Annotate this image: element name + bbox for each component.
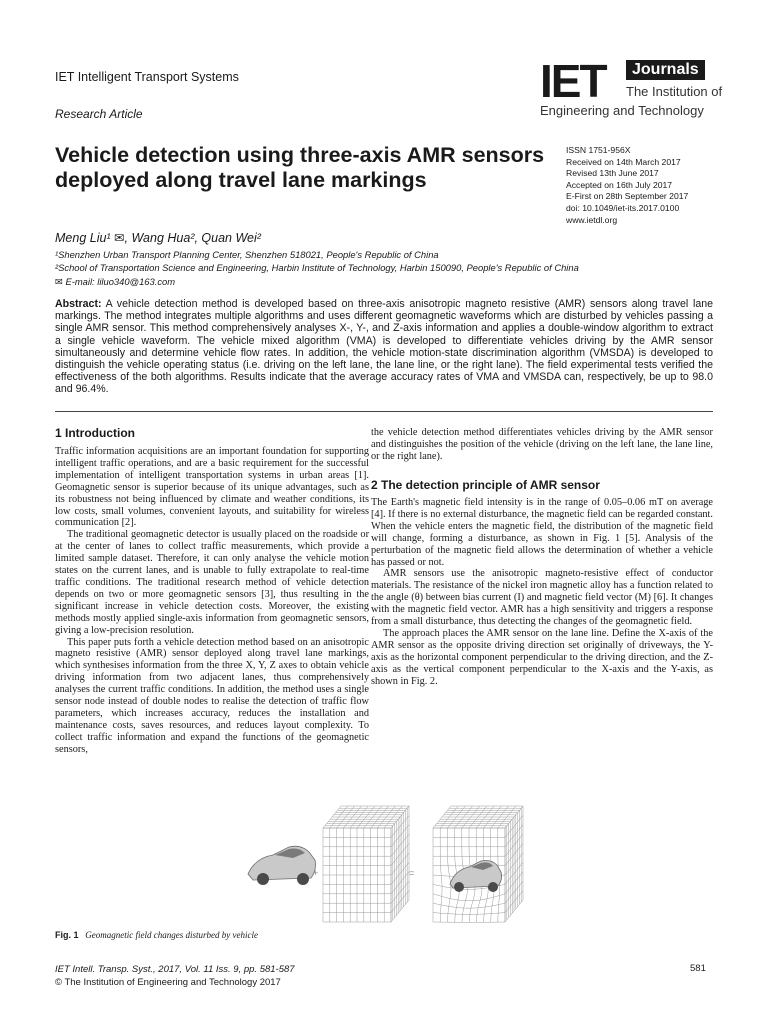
- right-column-continued-text: [371, 427, 713, 463]
- paragraph: the vehicle detection method differentiates vehicles driving by the AMR sensor and distinguishes the position of the vehicle (driving on the left lane, the lane line, or the right lane).: [371, 427, 713, 462]
- author-list: Meng Liu¹ ✉, Wang Hua², Quan Wei²: [55, 231, 261, 245]
- received-date: Received on 14th March 2017: [566, 156, 681, 167]
- efirst-date: E-First on 28th September 2017: [566, 191, 689, 202]
- paragraph: AMR sensors use the anisotropic magneto-resistive effect of conductor materials. The resistance of the nickel iron magnetic alloy has a function related to the angle (θ) between bias current (I) and magnetic field vector (M) [6]. It changes with the magnetic field vector. AMR has a high sensitivity and triggers a response from a small disturbance, thus detecting the changes of the geomagnetic field.: [371, 568, 713, 628]
- right-column-text: [371, 497, 713, 688]
- paragraph: This paper puts forth a vehicle detection method based on an anisotropic magneto resistive (AMR) sensor deployed along travel lane markings, which synthesises information from the three X, Y, Z axes to obtain vehicle driving information from two adjacent lanes, thus comprehensively analyses the current traffic conditions. In addition, the method uses a single sensor node instead of double nodes to realise the detection of traffic flow parameters, which increases accuracy, reduces the installation and maintenance costs, saves resources, and reduces layout complexity. To collect traffic information and expand the functions of the geomagnetic sensors,: [55, 636, 369, 755]
- corresponding-email[interactable]: ✉ E-mail: liluo340@163.com: [55, 276, 176, 287]
- citation: [55, 963, 295, 976]
- car-in-field: [450, 861, 502, 893]
- paper-title: Vehicle detection using three-axis AMR sensors deployed along travel lane markings: [55, 143, 545, 192]
- copyright: © The Institution of Engineering and Technology 2017: [55, 977, 281, 988]
- article-metadata: [566, 145, 746, 226]
- left-column-text: [55, 446, 369, 756]
- logo-institution-line2: Engineering and Technology: [540, 103, 704, 118]
- publisher-logo: [540, 55, 723, 128]
- figure-label: Fig. 1: [55, 930, 79, 940]
- website-link[interactable]: www.ietdl.org: [566, 214, 618, 225]
- logo-institution-line1: The Institution of: [626, 84, 723, 99]
- section-heading-introduction: 1 Introduction: [55, 426, 135, 440]
- paragraph: Traffic information acquisitions are an important foundation for supporting intelligent traffic operations, and are a basic requirement for the successful implementation of intelligent transportation systems in urban areas [1]. Geomagnetic sensor is superior because of its unique advantages, such as its robustness not being influenced by climate and weather conditions, its low costs, small volumes, convenient layouts, and suitability for wireless communication [2].: [55, 446, 369, 529]
- journal-name: IET Intelligent Transport Systems: [55, 70, 239, 84]
- citation-text: IET Intell. Transp. Syst., 2017, Vol. 11 Iss. 9, pp. 581-587: [55, 964, 295, 975]
- abstract-text: A vehicle detection method is developed based on three-axis anisotropic magneto resistive (AMR) sensors along travel lane markings. The method integrates multiple algorithms and uses different geomagnetic waveforms which are disturbed by vehicles passing a single AMR sensor. This method comprehensively analyses X-, Y-, and Z-axis information and applies a double-window algorithm to extract a single vehicle waveform. The vehicle mixed algorithm (VMA) is developed to differentiate vehicles driving by the AMR sensor simultaneously and determine vehicle flow rates. In addition, the vehicle motion-state discrimination algorithm (VMSDA) is developed to distinguish the vehicle operating status (i.e. driving on the left lane, the lane line, or the right lane). The field experimental tests verified the effectiveness of the both algorithms. Results indicate that the average accuracy rates of VMA and VMSDA can, respectively, be up to 98.0 and 96.4%.: [55, 298, 713, 396]
- paragraph: The traditional geomagnetic detector is usually placed on the roadside or at the center of lanes to collect traffic measurements, which provide a limited sample dataset. Therefore, it can only analyse the vehicle motion states on the current lanes, and is unable to fully extrapolate to real-time traffic conditions. The traditional research method of vehicle detection depends on two or more geomagnetic sensors [3], thus resulting in the significant increase in vehicle detection costs. Moreover, the existing methods mostly applied single-axis information from geomagnetic sensors, giving a low-precision resolution.: [55, 529, 369, 636]
- figure-1-illustration: [245, 800, 530, 925]
- car-image: [248, 846, 319, 885]
- article-type: Research Article: [55, 107, 143, 121]
- accepted-date: Accepted on 16th July 2017: [566, 179, 673, 190]
- revised-date: Revised 13th June 2017: [566, 168, 659, 179]
- plus-sign: +: [313, 868, 319, 878]
- paragraph: The approach places the AMR sensor on the lane line. Define the X-axis of the AMR sensor as the opposite driving direction set originally of driveways, the Y-axis as the horizontal component perpendicular to the driving direction, and the Z-axis as the vertical component perpendicular to the X-axis and the Y-axis, as shown in Fig. 2.: [371, 627, 713, 687]
- section-heading-detection-principle: 2 The detection principle of AMR sensor: [371, 478, 600, 492]
- page-number: 581: [690, 963, 706, 974]
- abstract-label: Abstract:: [55, 298, 102, 310]
- divider: [55, 411, 713, 412]
- figure-caption-text: Geomagnetic field changes disturbed by vehicle: [85, 930, 258, 940]
- magnetic-field-grid: [323, 806, 409, 922]
- affiliation-1: ¹Shenzhen Urban Transport Planning Center, Shenzhen 518021, People's Republic of China: [55, 249, 439, 260]
- abstract: [55, 298, 713, 396]
- footer: [55, 963, 295, 989]
- figure-1: [245, 800, 530, 925]
- affiliation-2: ²School of Transportation Science and Engineering, Harbin Institute of Technology, Harbin 150090, People's Republic of China: [55, 262, 579, 273]
- issn: ISSN 1751-956X: [566, 145, 631, 155]
- figure-caption: [55, 930, 258, 940]
- equals-sign: =: [409, 868, 415, 878]
- logo-mark: IET: [540, 55, 606, 107]
- logo-journals: Journals: [626, 60, 705, 80]
- doi[interactable]: doi: 10.1049/iet-its.2017.0100: [566, 202, 680, 213]
- paragraph: The Earth's magnetic field intensity is in the range of 0.05–0.06 mT on average [4]. If there is no external disturbance, the magnetic field can be regarded constant. When the vehicle enters the magnetic field, the distribution of the magnetic field will change, forming a disturbance, as shown in Fig. 1 [5]. Analysis of the perturbation of the magnetic field allows the determination of whether a vehicle has passed or not.: [371, 497, 713, 568]
